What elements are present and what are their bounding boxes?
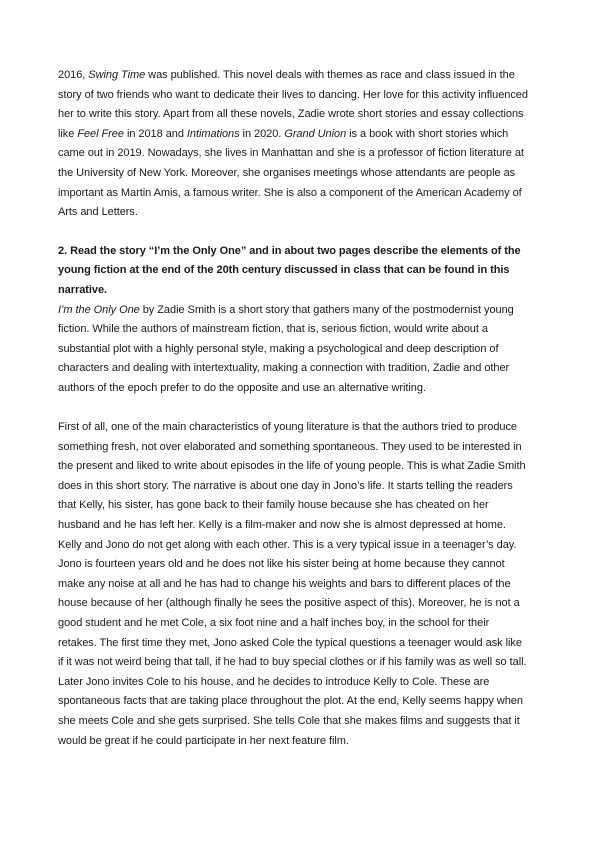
intro-text-4: is a book with short stories which came out in 2019. Nowadays, she lives in Manhattan and she is a professor of fiction literature at the University of New York. Moreover, she organises meetings whose attendants are people as important as Martin Amis, a famous writer. She is also a component of the American Academy of Arts and Letters.: [58, 127, 524, 219]
intro-text-3: in 2020.: [239, 127, 285, 140]
intro-paragraph: [58, 66, 530, 223]
intro-text-2: in 2018 and: [123, 127, 187, 140]
intro-text-1: was published. This novel deals with themes as race and class issued in the story of two friends who want to dedicate their lives to dancing. Her love for this activity influenced her to write this story. Apart from all these novels, Zadie wrote short stories and essay collections like: [58, 69, 528, 140]
question-heading: 2. Read the story “I’m the Only One” and in about two pages describe the elements of the young fiction at the end of the 20th century discussed in class that can be found in this narrative.: [58, 244, 521, 296]
answer-intro-paragraph: [58, 301, 530, 399]
intimations-title: Intimations: [186, 127, 240, 140]
swing-time-title: Swing Time: [88, 69, 146, 81]
intro-year: 2016,: [58, 69, 89, 81]
feel-free-title: Feel Free: [77, 127, 124, 140]
grand-union-title: Grand Union: [284, 127, 347, 140]
story-title: I’m the Only One: [58, 303, 140, 316]
body-paragraph: First of all, one of the main characteristics of young literature is that the authors tried to produce something fresh, not over elaborated and something spontaneous. They used to be interested in the present and liked to write about episodes in the life of young people. This is what Zadie Smith does in this short story. The narrative is about one day in Jono’s life. It starts telling the readers that Kelly, his sister, has gone back to their family house because she has cheated on her husband and he has left her. Kelly is a film-maker and now she is almost depressed at home. Kelly and Jono do not get along with each other. This is a very typical issue in a teenager’s day. Jono is fourteen years old and he does not like his sister being at home because they cannot make any noise at all and he has had to change his weights and bars to different places of the house because of her (although finally he sees the positive aspect of this). Moreover, he is not a good student and he met Cole, a six foot nine and a half inches boy, in the school for their retakes. The first time they met, Jono asked Cole the typical questions a teenager would ask like if it was not weird being that tall, if he had to buy special clothes or if his family was as well so tall. Later Jono invites Cole to his house, and he decides to introduce Kelly to Cole. These are spontaneous facts that are taking place throughout the plot. At the end, Kelly seems happy when she meets Cole and she gets surprised. She tells Cole that she makes films and suggests that it would be great if he could participate in her next feature film.: [58, 421, 527, 747]
answer-intro-text: by Zadie Smith is a short story that gathers many of the postmodernist young fiction. While the authors of mainstream fiction, that is, serious fiction, would write about a substantial plot with a highly personal style, making a psychological and deep description of characters and dealing with intertextuality, making a connection with tradition, Zadie and other authors of the epoch prefer to do the opposite and use an alternative writing.: [58, 303, 514, 394]
